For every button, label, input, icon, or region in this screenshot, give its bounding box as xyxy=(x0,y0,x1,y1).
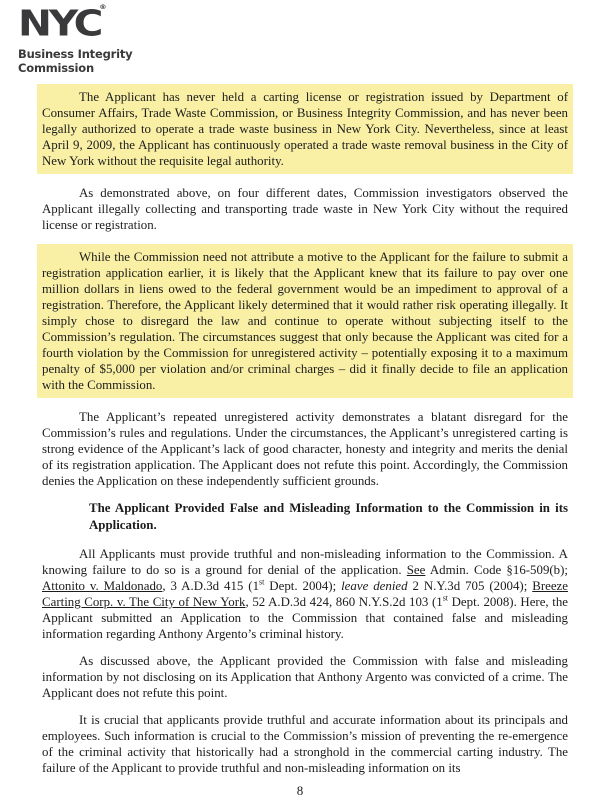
section-heading-false-misleading-info: The Applicant Provided False and Misleading Information to the Commission in its Application. xyxy=(89,501,568,532)
paragraph-motive-failure-to-submit: While the Commission need not attribute a motive to the Applicant for the failure to submit a registration application earlier, it is likely that the Applicant knew that its failure to pay over one million dollars in liens owed to the federal government would be an impediment to approval of a registration. Therefore, the Applicant likely determined that it would rather risk operating illegally. It simply chose to disregard the law and continue to operate without subjecting itself to the Commission’s regulation. The circumstances suggest that only because the Applicant was cited for a fourth violation by the Commission for unregistered activity – potentially exposing it to a maximum penalty of $5,000 per violation and/or criminal charges – did it finally decide to file an application with the Commission. xyxy=(42,250,568,392)
paragraph-investigators-observed: As demonstrated above, on four different dates, Commission investigators observed the Applicant illegally collecting and transporting trade waste in New York City without the required license or registration. xyxy=(42,186,568,232)
paragraph-blatant-disregard: The Applicant’s repeated unregistered activity demonstrates a blatant disregard for the Commission’s rules and regulations. Under the circumstances, the Applicant’s unregistered carting is strong evidence of the Applicant’s lack of good character, honesty and integrity and merits the denial of its registration application. The Applicant does not refute this point. Accordingly, the Commission denies the Application on these independently sufficient grounds. xyxy=(42,410,568,488)
paragraph-crucial-truthful-info: It is crucial that applicants provide truthful and accurate information about its principals and employees. Such information is crucial to the Commission’s mission of preventing the re-emergence of the criminal activity that historically had a stronghold in the commercial carting industry. The failure of the Applicant to provide truthful and non-misleading information on its xyxy=(42,713,568,775)
document-body xyxy=(37,84,573,787)
nyc-logo-wordmark xyxy=(18,3,107,45)
logo-org-name xyxy=(18,48,132,76)
registered-trademark-icon: ® xyxy=(99,3,107,11)
logo-org-name-line1: Business Integrity xyxy=(18,47,133,61)
paragraph-never-held-license: The Applicant has never held a carting license or registration issued by Department of Consumer Affairs, Trade Waste Commission, or Business Integrity Commission, and has never been legally authorized to operate a trade waste business in New York City. Nevertheless, since at least April 9, 2009, the Applicant has continuously operated a trade waste removal business in the City of New York without the requisite legal authority. xyxy=(42,90,568,168)
logo-org-name-line2: Commission xyxy=(18,60,94,75)
paragraph-citations: All Applicants must provide truthful and non-misleading information to the Commission. A knowing failure to do so is a ground for denial of the application. See Admin. Code §16-509(b); Attonito v. Maldonado, 3 A.D.3d 415 (1st Dept. 2004); leave denied 2 N.Y.3d 705 (2004); Breeze Carting Corp. v. The City of New York, 52 A.D.3d 424, 860 N.Y.S.2d 103 (1st Dept. 2008). Here, the Applicant submitted an Application to the Commission that contained false and misleading information regarding Anthony Argento’s criminal history. xyxy=(42,547,569,641)
paragraph-not-disclosing-conviction: As discussed above, the Applicant provided the Commission with false and misleading information by not disclosing on its Application that Anthony Argento was convicted of a crime. The Applicant does not refute this point. xyxy=(42,654,568,700)
page-number: 8 xyxy=(296,783,304,798)
highlight-block-2 xyxy=(37,244,573,398)
nyc-logo-text: NYC xyxy=(18,3,101,45)
nyc-bic-logo xyxy=(18,3,133,76)
highlight-block-1 xyxy=(37,84,573,174)
